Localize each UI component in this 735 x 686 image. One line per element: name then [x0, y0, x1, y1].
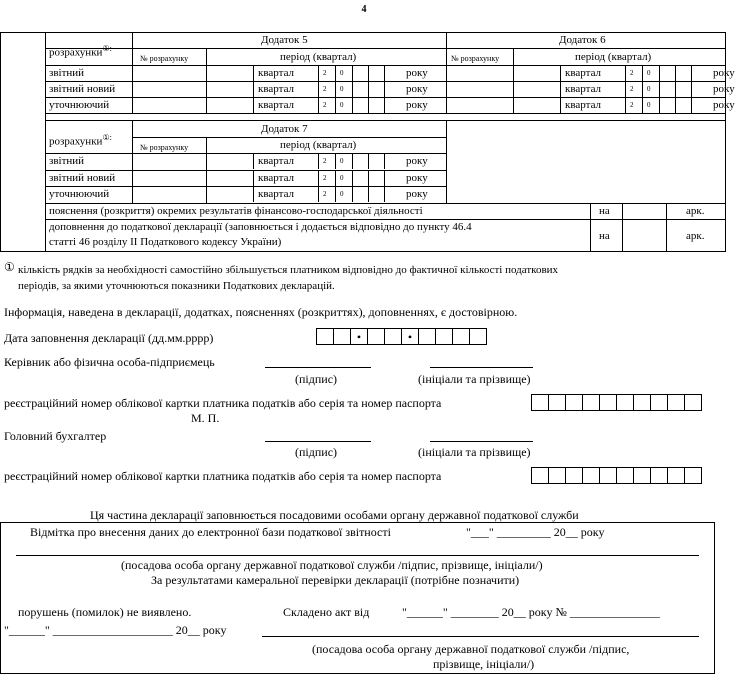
accountant-initials-caption: (ініціали та прізвище) — [418, 445, 531, 459]
supplement-row-line1: доповнення до податкової декларації (заповнюється і додається відповідно до пункту 46.4 — [49, 221, 472, 233]
year-label: року — [713, 83, 735, 95]
stamp-label: М. П. — [191, 411, 220, 425]
period-header-6: період (квартал) — [575, 51, 652, 63]
row-label: уточнюючий — [49, 188, 110, 200]
footnote-mark: ① — [4, 260, 15, 274]
quarter-label: квартал — [258, 188, 295, 200]
manager-initials-caption: (ініціали та прізвище) — [418, 372, 531, 386]
calc-number-header-7: № розрахунку — [140, 143, 189, 152]
row-label: звітний — [49, 155, 85, 167]
fill-date-boxes[interactable]: • • — [316, 328, 487, 345]
accountant-signature-caption: (підпис) — [295, 445, 338, 459]
act-official-line[interactable] — [262, 636, 699, 637]
addendum5-heading: Додаток 5 — [261, 34, 308, 46]
reg-number-boxes-1[interactable] — [531, 394, 702, 411]
year-digit-0: 0 — [340, 69, 344, 77]
year-digit-0: 0 — [340, 174, 344, 182]
year-label: року — [713, 99, 735, 111]
year-digit-0: 0 — [647, 85, 651, 93]
year-digit-0: 0 — [647, 69, 651, 77]
year-label: року — [406, 83, 428, 95]
year-digit-0: 0 — [340, 101, 344, 109]
act-line-start[interactable]: "______" ____________________ 20__ року — [4, 623, 227, 637]
quarter-label: квартал — [258, 155, 295, 167]
fill-date-label: Дата заповнення декларації (дд.мм.рррр) — [4, 331, 214, 345]
tax-office-note: Ця частина декларації заповнюється посадовими особами органу державної податкової служби — [90, 508, 579, 522]
official-line[interactable] — [16, 555, 699, 556]
year-digit-0: 0 — [647, 101, 651, 109]
year-digit-2: 2 — [323, 190, 327, 198]
quarter-label: квартал — [258, 172, 295, 184]
period-header-7: період (квартал) — [280, 139, 357, 151]
year-label: року — [406, 99, 428, 111]
info-reliable: Інформація, наведена в декларації, додатках, поясненнях (розкриттях), доповненнях, є достовірною. — [4, 305, 518, 319]
year-digit-2: 2 — [323, 101, 327, 109]
addenda-left-column — [0, 32, 46, 252]
year-label: року — [406, 155, 428, 167]
footnote-line1: кількість рядків за необхідності самостійно збільшується платником відповідно до фактичної кількості податкових — [18, 264, 559, 276]
calc-label-7: розрахунки①: — [49, 133, 112, 148]
quarter-label: квартал — [565, 83, 602, 95]
sheets-label: арк. — [686, 205, 705, 217]
year-digit-2: 2 — [630, 101, 634, 109]
year-label: року — [406, 67, 428, 79]
footnote-line2: періодів, за якими уточнюються показники Податкових декларацій. — [18, 280, 335, 292]
explanation-row: пояснення (розкриття) окремих результатів фінансово-господарської діяльності — [49, 205, 423, 217]
desk-audit-label: За результатами камеральної перевірки декларації (потрібне позначити) — [151, 573, 520, 587]
year-digit-2: 2 — [323, 157, 327, 165]
mark-entry-label: Відмітка про внесення даних до електронної бази податкової звітності — [30, 525, 391, 539]
reg-number-label: реєстраційний номер облікової картки платника податків або серія та номер паспорта — [4, 396, 442, 410]
quarter-label: квартал — [258, 99, 295, 111]
accountant-signature-line[interactable] — [265, 431, 371, 442]
year-digit-0: 0 — [340, 85, 344, 93]
year-digit-2: 2 — [630, 69, 634, 77]
quarter-label: квартал — [565, 67, 602, 79]
row-label: звітний новий — [49, 83, 116, 95]
mark-entry-date[interactable]: "___" _________ 20__ року — [466, 525, 605, 539]
reg-number-boxes-2[interactable] — [531, 467, 702, 484]
manager-label: Керівник або фізична особа-підприємець — [4, 355, 215, 369]
no-violations-option[interactable]: порушень (помилок) не виявлено. — [18, 605, 192, 619]
official-caption2-line1: (посадова особа органу державної податкової служби /підпис, — [312, 642, 630, 656]
calc-number-header: № розрахунку — [140, 54, 189, 63]
year-digit-0: 0 — [340, 157, 344, 165]
official-caption2-line2: прізвище, ініціали/) — [433, 657, 535, 671]
calc-label: розрахунки①: — [49, 44, 112, 59]
year-digit-2: 2 — [323, 69, 327, 77]
sheets-label-2: арк. — [686, 230, 705, 242]
year-label: року — [406, 172, 428, 184]
row-label: звітний новий — [49, 172, 116, 184]
year-label: року — [713, 67, 735, 79]
addendum7-heading: Додаток 7 — [261, 123, 308, 135]
quarter-label: квартал — [258, 67, 295, 79]
manager-initials-line[interactable] — [430, 357, 533, 368]
act-date[interactable]: "______" ________ 20__ року № _______________ — [402, 605, 660, 619]
manager-signature-line[interactable] — [265, 357, 371, 368]
on-label-2: на — [599, 230, 610, 242]
supplement-row-line2: статті 46 розділу II Податкового кодексу України) — [49, 236, 282, 248]
official-caption: (посадова особа органу державної податкової служби /підпис, прізвище, ініціали/) — [121, 558, 543, 572]
row-label: уточнюючий — [49, 99, 110, 111]
year-digit-2: 2 — [630, 85, 634, 93]
accountant-initials-line[interactable] — [430, 431, 533, 442]
year-digit-2: 2 — [323, 85, 327, 93]
act-made-label[interactable]: Складено акт від — [283, 605, 370, 619]
year-digit-2: 2 — [323, 174, 327, 182]
calc-number-header-6: № розрахунку — [451, 54, 500, 63]
quarter-label: квартал — [258, 83, 295, 95]
manager-signature-caption: (підпис) — [295, 372, 338, 386]
row-label: звітний — [49, 67, 85, 79]
page-number: 4 — [361, 4, 367, 15]
year-label: року — [406, 188, 428, 200]
reg-number-label-2: реєстраційний номер облікової картки платника податків або серія та номер паспорта — [4, 469, 442, 483]
addendum6-heading: Додаток 6 — [559, 34, 606, 46]
chief-accountant-label: Головний бухгалтер — [4, 429, 107, 443]
quarter-label: квартал — [565, 99, 602, 111]
period-header: період (квартал) — [280, 51, 357, 63]
on-label: на — [599, 205, 610, 217]
year-digit-0: 0 — [340, 190, 344, 198]
